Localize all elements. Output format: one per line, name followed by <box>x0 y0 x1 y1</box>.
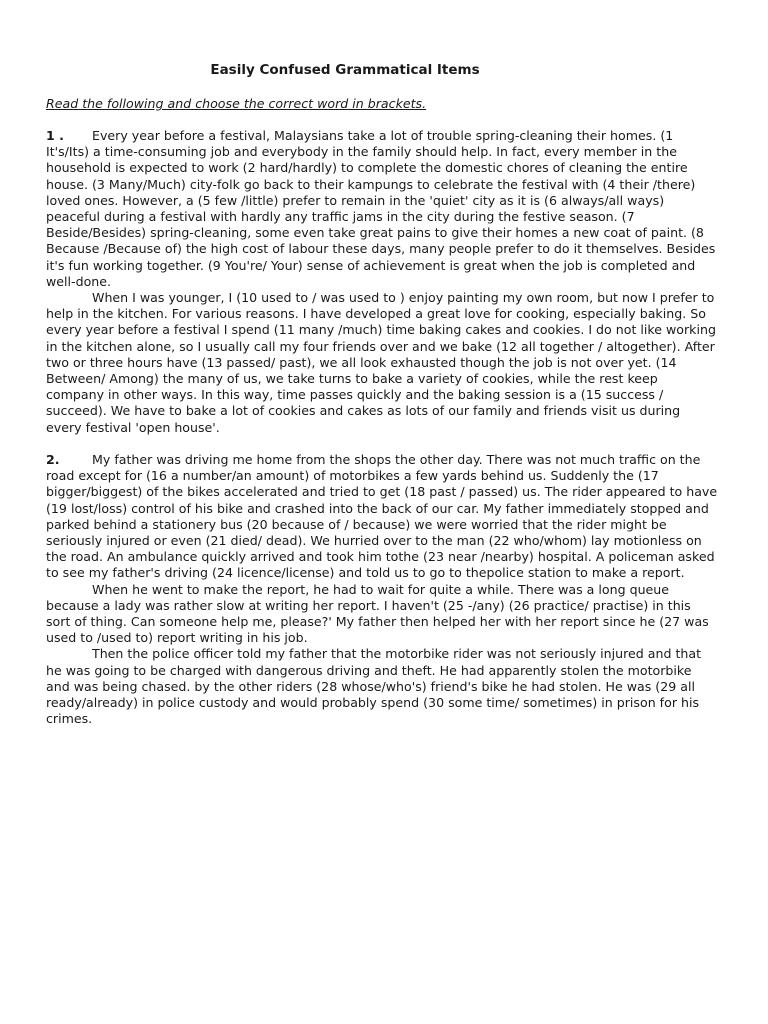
section-1-paragraph-1 <box>46 128 718 290</box>
instruction-text: Read the following and choose the correct word in brackets. <box>46 96 427 111</box>
section-1-paragraph-2: When I was younger, I (10 used to / was used to ) enjoy painting my own room, but now I prefer to help in the kitchen. For various reasons. I have developed a great love for cooking, especially baking. So every year before a festival I spend (11 many /much) time baking cakes and cookies. I do not like working in the kitchen alone, so I usually call my four friends over and we bake (12 all together / altogether). After two or three hours have (13 passed/ past), we all look exhausted though the job is not over yet. (14 Between/ Among) the many of us, we take turns to bake a variety of cookies, while the rest keep company in other ways. In this way, time passes quickly and the baking session is a (15 success / succeed). We have to bake a lot of cookies and cakes as lots of our family and friends visit us during every festival 'open house'. <box>46 290 716 435</box>
section-2-paragraph-2: When he went to make the report, he had to wait for quite a while. There was a long queue because a lady was rather slow at writing her report. I haven't (25 -/any) (26 practice/ practise) in this sort of thing. Can someone help me, please?' My father then helped her with her report since he (27 was used to /used to) report writing in his job. <box>46 581 709 646</box>
section-number: 1 . <box>46 128 64 143</box>
paragraph-text: My father was driving me home from the shops the other day. There was not much traffic on the road except for (16 a number/an amount) of motorbikes a few yards behind us. Suddenly the (17 bigger/biggest) of the bikes accelerated and tried to get (18 past / passed) us. The rider appeared to have (19 lost/loss) control of his bike and crashed into the back of our car. My father immediately stopped and parked behind a stationery bus (20 because of / because) we were worried that the rider might be seriously injured or even (21 died/ dead). We hurried over to the man (22 who/whom) lay motionless on the road. An ambulance quickly arrived and took him tothe (23 near /nearby) hospital. A policeman asked to see my father's driving (24 licence/license) and told us to go to thepolice station to make a report. <box>46 452 718 581</box>
section-2-paragraph-1 <box>46 452 718 582</box>
section-2-paragraph-3: Then the police officer told my father that the motorbike rider was not seriously injured and that he was going to be charged with dangerous driving and theft. He had apparently stolen the motorbike and was being chased. by the other riders (28 whose/who's) friend's bike he had stolen. He was (29 all ready/already) in police custody and would probably spend (30 some time/ sometimes) in prison for his crimes. <box>46 646 702 727</box>
document-body <box>46 128 718 744</box>
section-number: 2. <box>46 452 60 468</box>
paragraph-text: Every year before a festival, Malaysians take a lot of trouble spring-cleaning their homes. (1 It's/Its) a time-consuming job and everybody in the family should help. In fact, every member in the household is expected to work (2 hard/hardly) to complete the domestic chores of cleaning the entire house. (3 Many/Much) city-folk go back to their kampungs to celebrate the festival with (4 their /there) loved ones. However, a (5 few /little) prefer to remain in the 'quiet' city as it is (6 always/all ways) peaceful during a festival with hardly any traffic jams in the city during the festive season. (7 Beside/Besides) spring-cleaning, some even take great pains to give their homes a new coat of paint. (8 Because /Because of) the high cost of labour these days, many people prefer to do it themselves. Besides it's fun working together. (9 You're/ Your) sense of achievement is great when the job is completed and well-done. <box>46 128 716 289</box>
section-1 <box>46 128 718 436</box>
document-title: Easily Confused Grammatical Items <box>210 62 480 78</box>
section-2 <box>46 452 718 727</box>
